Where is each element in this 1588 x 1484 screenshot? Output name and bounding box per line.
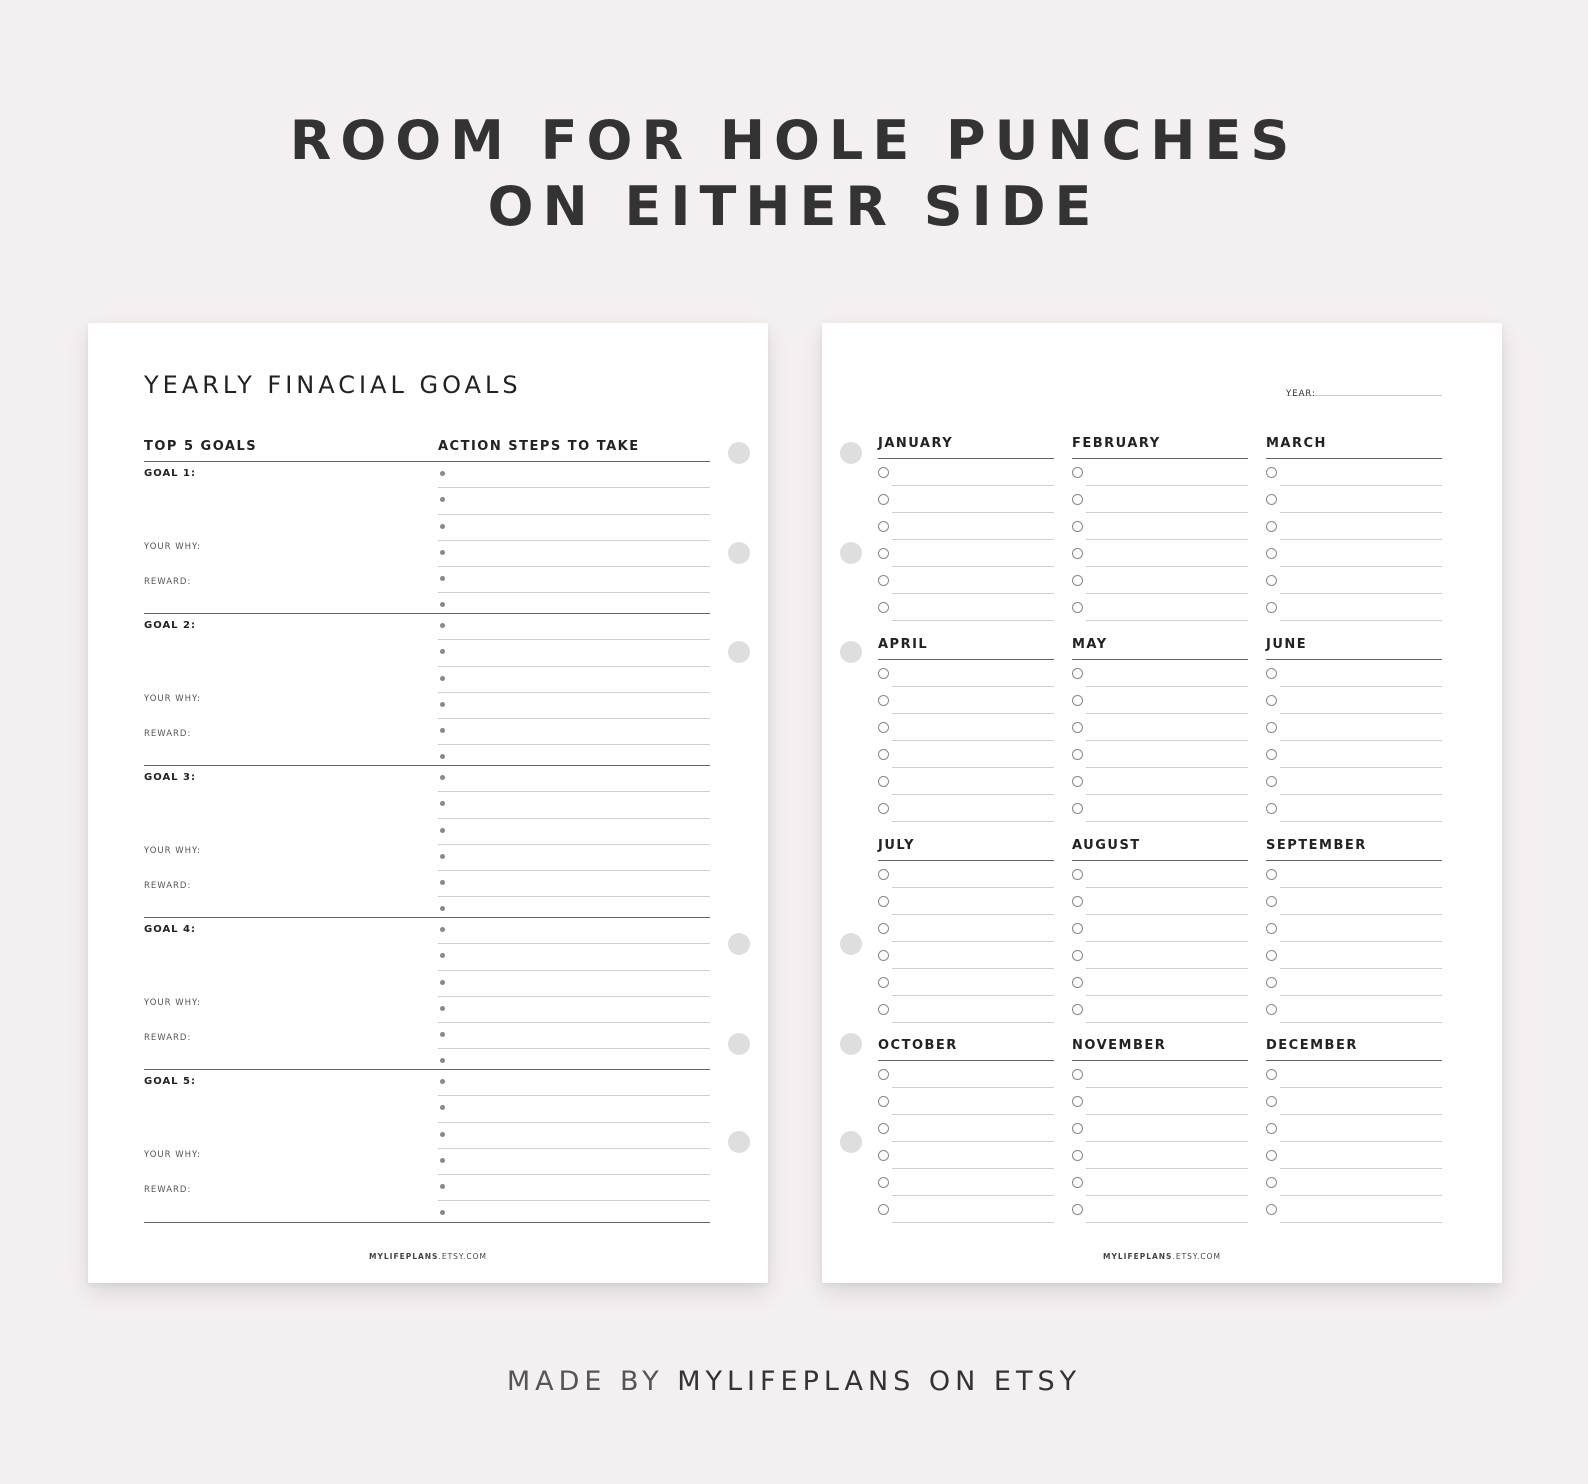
checklist-item[interactable] (1072, 660, 1248, 687)
action-steps-list (438, 766, 710, 923)
month-name: FEBRUARY (1072, 436, 1248, 459)
month-name: SEPTEMBER (1266, 838, 1442, 861)
month-block (878, 637, 1054, 822)
bullet-icon (440, 1158, 445, 1163)
checkbox-circle-icon[interactable] (1266, 668, 1277, 679)
checkbox-circle-icon[interactable] (1072, 521, 1083, 532)
write-line (892, 1222, 1054, 1223)
action-step-line[interactable] (438, 488, 710, 514)
checkbox-circle-icon[interactable] (878, 668, 889, 679)
checklist-item[interactable] (878, 687, 1054, 714)
checkbox-circle-icon[interactable] (1072, 1150, 1083, 1161)
checkbox-circle-icon[interactable] (1266, 722, 1277, 733)
checkbox-circle-icon[interactable] (878, 977, 889, 988)
checklist-item[interactable] (1266, 594, 1442, 621)
checkbox-circle-icon[interactable] (1072, 1004, 1083, 1015)
checkbox-circle-icon[interactable] (878, 1096, 889, 1107)
hole-punch (728, 1033, 750, 1055)
checklist-item[interactable] (878, 741, 1054, 768)
checklist-item[interactable] (1072, 795, 1248, 822)
checklist-item[interactable] (878, 1196, 1054, 1223)
bullet-icon (440, 906, 445, 911)
goal-label: GOAL 1: (144, 468, 196, 479)
credit-line (0, 1366, 1588, 1397)
why-label: YOUR WHY: (144, 1150, 201, 1160)
checklist-item[interactable] (1266, 861, 1442, 888)
bullet-icon (440, 728, 445, 733)
action-steps-list (438, 1070, 710, 1227)
bullet-icon (440, 754, 445, 759)
monthly-checklist-page (822, 323, 1502, 1283)
action-step-line[interactable] (438, 462, 710, 488)
col-head-steps: ACTION STEPS TO TAKE (438, 439, 640, 454)
reward-label: REWARD: (144, 577, 192, 587)
page-title: YEARLY FINACIAL GOALS (144, 371, 522, 399)
bullet-icon (440, 880, 445, 885)
checkbox-circle-icon[interactable] (878, 575, 889, 586)
checkbox-circle-icon[interactable] (878, 896, 889, 907)
action-steps-list (438, 918, 710, 1075)
checklist-item[interactable] (1266, 459, 1442, 486)
checklist-item[interactable] (1072, 513, 1248, 540)
action-step-line[interactable] (438, 944, 710, 970)
month-block (1266, 838, 1442, 1023)
hole-punch (728, 1131, 750, 1153)
month-block (878, 838, 1054, 1023)
reward-label: REWARD: (144, 1185, 192, 1195)
goal-row (144, 917, 710, 1070)
month-name: AUGUST (1072, 838, 1248, 861)
action-step-line[interactable] (438, 1149, 710, 1175)
checklist-item[interactable] (878, 486, 1054, 513)
action-step-line[interactable] (438, 918, 710, 944)
checkbox-circle-icon[interactable] (1266, 749, 1277, 760)
checkbox-circle-icon[interactable] (1266, 548, 1277, 559)
checklist-item[interactable] (878, 1115, 1054, 1142)
bullet-icon (440, 1058, 445, 1063)
checkbox-circle-icon[interactable] (1266, 494, 1277, 505)
checkbox-circle-icon[interactable] (1266, 467, 1277, 478)
bullet-icon (440, 524, 445, 529)
checklist-item[interactable] (878, 1142, 1054, 1169)
goal-row (144, 461, 710, 614)
bullet-icon (440, 980, 445, 985)
action-step-line[interactable] (438, 819, 710, 845)
year-label: YEAR: (1286, 389, 1316, 399)
bullet-icon (440, 828, 445, 833)
reward-label: REWARD: (144, 1033, 192, 1043)
checkbox-circle-icon[interactable] (1266, 1096, 1277, 1107)
checkbox-circle-icon[interactable] (1072, 896, 1083, 907)
goal-row (144, 613, 710, 766)
checklist-item[interactable] (1072, 1088, 1248, 1115)
year-field[interactable] (1286, 381, 1442, 399)
action-step-line[interactable] (438, 845, 710, 871)
bullet-icon (440, 471, 445, 476)
checklist-item[interactable] (1266, 1196, 1442, 1223)
checklist-item[interactable] (1072, 1061, 1248, 1088)
bullet-icon (440, 1210, 445, 1215)
month-name: MARCH (1266, 436, 1442, 459)
checkbox-circle-icon[interactable] (1266, 1150, 1277, 1161)
checklist-item[interactable] (878, 861, 1054, 888)
checklist-item[interactable] (1072, 969, 1248, 996)
month-name: JUNE (1266, 637, 1442, 660)
checkbox-circle-icon[interactable] (878, 803, 889, 814)
why-label: YOUR WHY: (144, 542, 201, 552)
checklist-item[interactable] (878, 660, 1054, 687)
action-step-line[interactable] (438, 997, 710, 1023)
goal-label: GOAL 5: (144, 1076, 196, 1087)
checklist-item[interactable] (1072, 942, 1248, 969)
bullet-icon (440, 854, 445, 859)
month-name: OCTOBER (878, 1038, 1054, 1061)
bullet-icon (440, 775, 445, 780)
checkbox-circle-icon[interactable] (878, 1069, 889, 1080)
checkbox-circle-icon[interactable] (878, 602, 889, 613)
bullet-icon (440, 602, 445, 607)
checklist-item[interactable] (1266, 1115, 1442, 1142)
checkbox-circle-icon[interactable] (1072, 1069, 1083, 1080)
checklist-item[interactable] (1266, 540, 1442, 567)
checkbox-circle-icon[interactable] (1072, 950, 1083, 961)
checklist-item[interactable] (1072, 768, 1248, 795)
checklist-item[interactable] (1072, 1196, 1248, 1223)
footer-url (822, 1252, 1502, 1261)
checklist-item[interactable] (1072, 915, 1248, 942)
action-step-line[interactable] (438, 614, 710, 640)
checklist-item[interactable] (1266, 1088, 1442, 1115)
month-name: NOVEMBER (1072, 1038, 1248, 1061)
checklist-item[interactable] (1072, 687, 1248, 714)
checklist-item[interactable] (1266, 714, 1442, 741)
checklist-item[interactable] (1072, 1169, 1248, 1196)
month-name: MAY (1072, 637, 1248, 660)
checkbox-circle-icon[interactable] (1072, 749, 1083, 760)
month-block (1072, 436, 1248, 621)
goal-row (144, 1069, 710, 1223)
checklist-item[interactable] (1072, 1142, 1248, 1169)
bullet-icon (440, 801, 445, 806)
col-head-goals: TOP 5 GOALS (144, 439, 258, 454)
bullet-icon (440, 702, 445, 707)
checkbox-circle-icon[interactable] (1266, 896, 1277, 907)
checkbox-circle-icon[interactable] (878, 749, 889, 760)
goal-row (144, 765, 710, 918)
bullet-icon (440, 497, 445, 502)
checkbox-circle-icon[interactable] (1072, 803, 1083, 814)
goal-label: GOAL 4: (144, 924, 196, 935)
checkbox-circle-icon[interactable] (878, 521, 889, 532)
month-block (1072, 1038, 1248, 1223)
footer-url-domain: .ETSY.COM (1172, 1252, 1221, 1261)
bullet-icon (440, 1006, 445, 1011)
checklist-item[interactable] (878, 1169, 1054, 1196)
checkbox-circle-icon[interactable] (878, 494, 889, 505)
checkbox-circle-icon[interactable] (878, 923, 889, 934)
action-step-line[interactable] (438, 541, 710, 567)
write-line (1086, 620, 1248, 621)
checklist-item[interactable] (878, 513, 1054, 540)
checkbox-circle-icon[interactable] (878, 869, 889, 880)
checkbox-circle-icon[interactable] (1266, 1177, 1277, 1188)
checklist-item[interactable] (1266, 795, 1442, 822)
hole-punch (840, 933, 862, 955)
write-line (1280, 620, 1442, 621)
month-name: JANUARY (878, 436, 1054, 459)
bullet-icon (440, 1105, 445, 1110)
write-line (1086, 821, 1248, 822)
action-steps-list (438, 462, 710, 619)
checkbox-circle-icon[interactable] (1072, 1096, 1083, 1107)
checkbox-circle-icon[interactable] (878, 776, 889, 787)
bullet-icon (440, 927, 445, 932)
checkbox-circle-icon[interactable] (1072, 1177, 1083, 1188)
checklist-item[interactable] (878, 942, 1054, 969)
month-block (1072, 637, 1248, 822)
hole-punch (840, 1131, 862, 1153)
checklist-item[interactable] (878, 540, 1054, 567)
bullet-icon (440, 1079, 445, 1084)
bullet-icon (440, 1132, 445, 1137)
checkbox-circle-icon[interactable] (1072, 1123, 1083, 1134)
hole-punch (840, 641, 862, 663)
write-line (1280, 1022, 1442, 1023)
checklist-item[interactable] (1266, 915, 1442, 942)
checkbox-circle-icon[interactable] (1266, 923, 1277, 934)
action-step-line[interactable] (438, 567, 710, 593)
action-step-line[interactable] (438, 640, 710, 666)
month-block (878, 1038, 1054, 1223)
checklist-item[interactable] (1072, 996, 1248, 1023)
checklist-item[interactable] (878, 459, 1054, 486)
checkbox-circle-icon[interactable] (1266, 1123, 1277, 1134)
checklist-item[interactable] (1266, 741, 1442, 768)
action-step-line[interactable] (438, 971, 710, 997)
month-name: APRIL (878, 637, 1054, 660)
checkbox-circle-icon[interactable] (878, 548, 889, 559)
checklist-item[interactable] (1072, 714, 1248, 741)
action-step-line[interactable] (438, 871, 710, 897)
bullet-icon (440, 953, 445, 958)
checkbox-circle-icon[interactable] (1266, 1069, 1277, 1080)
action-step-line[interactable] (438, 1123, 710, 1149)
checkbox-circle-icon[interactable] (1072, 722, 1083, 733)
checklist-item[interactable] (1072, 888, 1248, 915)
checklist-item[interactable] (878, 996, 1054, 1023)
checkbox-circle-icon[interactable] (1266, 521, 1277, 532)
reward-label: REWARD: (144, 729, 192, 739)
checkbox-circle-icon[interactable] (1266, 695, 1277, 706)
action-step-line[interactable] (438, 1096, 710, 1122)
checklist-item[interactable] (1266, 768, 1442, 795)
bullet-icon (440, 1184, 445, 1189)
checklist-item[interactable] (1266, 1142, 1442, 1169)
bullet-icon (440, 649, 445, 654)
footer-url-brand: MYLIFEPLANS (368, 1252, 439, 1261)
checklist-item[interactable] (1072, 540, 1248, 567)
checkbox-circle-icon[interactable] (1072, 776, 1083, 787)
footer-url-domain: .ETSY.COM (438, 1252, 487, 1261)
checklist-item[interactable] (878, 1061, 1054, 1088)
checkbox-circle-icon[interactable] (1072, 602, 1083, 613)
checklist-item[interactable] (878, 795, 1054, 822)
checklist-item[interactable] (1072, 486, 1248, 513)
month-block (1266, 436, 1442, 621)
headline-line-1: ROOM FOR HOLE PUNCHES (289, 109, 1299, 172)
checkbox-circle-icon[interactable] (878, 1150, 889, 1161)
checklist-item[interactable] (878, 567, 1054, 594)
checklist-item[interactable] (1072, 1115, 1248, 1142)
reward-label: REWARD: (144, 881, 192, 891)
checkbox-circle-icon[interactable] (1072, 695, 1083, 706)
goal-label: GOAL 3: (144, 772, 196, 783)
checklist-item[interactable] (1072, 741, 1248, 768)
checkbox-circle-icon[interactable] (878, 467, 889, 478)
hole-punch (840, 542, 862, 564)
checkbox-circle-icon[interactable] (1266, 1004, 1277, 1015)
action-steps-list (438, 614, 710, 771)
credit-brand: MYLIFEPLANS ON ETSY (677, 1366, 1082, 1397)
month-block (878, 436, 1054, 621)
checkbox-circle-icon[interactable] (1072, 668, 1083, 679)
checklist-item[interactable] (878, 915, 1054, 942)
checkbox-circle-icon[interactable] (1266, 776, 1277, 787)
headline (0, 108, 1588, 240)
month-name: DECEMBER (1266, 1038, 1442, 1061)
credit-prefix: MADE BY (506, 1366, 678, 1397)
bullet-icon (440, 1032, 445, 1037)
checklist-item[interactable] (878, 969, 1054, 996)
why-label: YOUR WHY: (144, 998, 201, 1008)
checkbox-circle-icon[interactable] (1072, 923, 1083, 934)
write-line (892, 1022, 1054, 1023)
checklist-item[interactable] (1072, 567, 1248, 594)
action-step-line[interactable] (438, 1175, 710, 1201)
action-step-line[interactable] (438, 515, 710, 541)
why-label: YOUR WHY: (144, 846, 201, 856)
checkbox-circle-icon[interactable] (878, 1204, 889, 1215)
checkbox-circle-icon[interactable] (1266, 869, 1277, 880)
checklist-item[interactable] (1266, 1061, 1442, 1088)
checkbox-circle-icon[interactable] (1072, 548, 1083, 559)
action-step-line[interactable] (438, 1201, 710, 1226)
write-line (1086, 1022, 1248, 1023)
bullet-icon (440, 623, 445, 628)
write-line (892, 620, 1054, 621)
action-step-line[interactable] (438, 1070, 710, 1096)
checkbox-circle-icon[interactable] (1072, 575, 1083, 586)
checkbox-circle-icon[interactable] (878, 950, 889, 961)
checklist-item[interactable] (1266, 942, 1442, 969)
checkbox-circle-icon[interactable] (1266, 950, 1277, 961)
month-block (1072, 838, 1248, 1023)
hole-punch (728, 933, 750, 955)
write-line (1280, 821, 1442, 822)
checkbox-circle-icon[interactable] (1266, 575, 1277, 586)
checkbox-circle-icon[interactable] (878, 1004, 889, 1015)
checklist-item[interactable] (1266, 996, 1442, 1023)
checklist-item[interactable] (1072, 861, 1248, 888)
checklist-item[interactable] (1266, 687, 1442, 714)
hole-punch (840, 1033, 862, 1055)
checkbox-circle-icon[interactable] (878, 722, 889, 733)
checkbox-circle-icon[interactable] (878, 1123, 889, 1134)
checkbox-circle-icon[interactable] (1072, 1204, 1083, 1215)
checkbox-circle-icon[interactable] (1072, 494, 1083, 505)
checklist-item[interactable] (1266, 513, 1442, 540)
month-name: JULY (878, 838, 1054, 861)
checklist-item[interactable] (1266, 1169, 1442, 1196)
checklist-item[interactable] (1266, 969, 1442, 996)
checkbox-circle-icon[interactable] (1266, 602, 1277, 613)
action-step-line[interactable] (438, 792, 710, 818)
checklist-item[interactable] (1072, 459, 1248, 486)
checkbox-circle-icon[interactable] (878, 695, 889, 706)
footer-url (88, 1252, 768, 1261)
month-block (1266, 1038, 1442, 1223)
goal-label: GOAL 2: (144, 620, 196, 631)
checklist-item[interactable] (1266, 660, 1442, 687)
checklist-item[interactable] (878, 714, 1054, 741)
write-line (892, 821, 1054, 822)
bullet-icon (440, 676, 445, 681)
bullet-icon (440, 550, 445, 555)
action-step-line[interactable] (438, 693, 710, 719)
checklist-item[interactable] (878, 768, 1054, 795)
bullet-icon (440, 576, 445, 581)
action-step-line[interactable] (438, 1023, 710, 1049)
action-step-line[interactable] (438, 766, 710, 792)
checkbox-circle-icon[interactable] (1266, 1204, 1277, 1215)
checkbox-circle-icon[interactable] (1072, 467, 1083, 478)
hole-punch (728, 542, 750, 564)
checkbox-circle-icon[interactable] (1266, 977, 1277, 988)
checklist-item[interactable] (878, 594, 1054, 621)
action-step-line[interactable] (438, 667, 710, 693)
checklist-item[interactable] (1266, 888, 1442, 915)
checkbox-circle-icon[interactable] (1266, 803, 1277, 814)
footer-url-brand: MYLIFEPLANS (1102, 1252, 1173, 1261)
action-step-line[interactable] (438, 719, 710, 745)
checkbox-circle-icon[interactable] (878, 1177, 889, 1188)
checkbox-circle-icon[interactable] (1072, 869, 1083, 880)
hole-punch (728, 442, 750, 464)
write-line (1280, 1222, 1442, 1223)
checklist-item[interactable] (1072, 594, 1248, 621)
month-block (1266, 637, 1442, 822)
checklist-item[interactable] (878, 1088, 1054, 1115)
headline-line-2: ON EITHER SIDE (487, 175, 1101, 238)
checkbox-circle-icon[interactable] (1072, 977, 1083, 988)
checklist-item[interactable] (1266, 486, 1442, 513)
hole-punch (840, 442, 862, 464)
checklist-item[interactable] (1266, 567, 1442, 594)
hole-punch (728, 641, 750, 663)
why-label: YOUR WHY: (144, 694, 201, 704)
checklist-item[interactable] (878, 888, 1054, 915)
financial-goals-page (88, 323, 768, 1283)
write-line (1086, 1222, 1248, 1223)
